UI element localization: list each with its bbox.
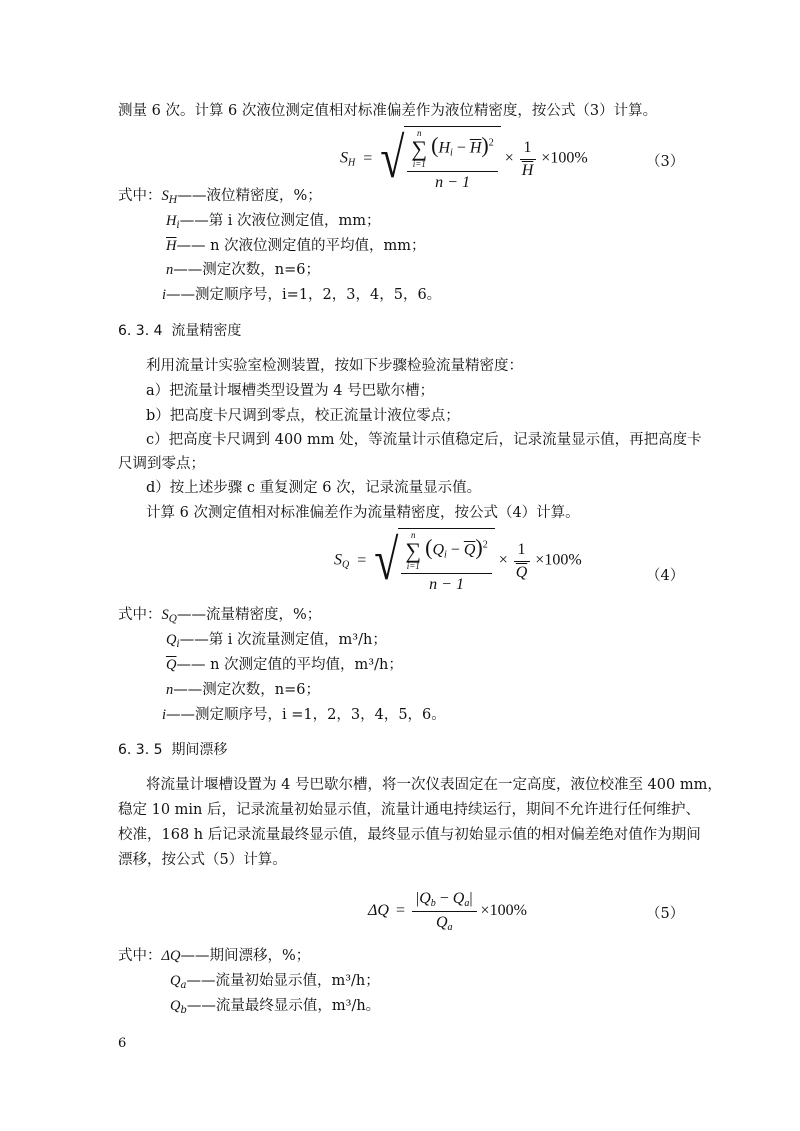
where-3-item-4: i——测定顺序号，i=1，2，3，4，5，6。 (162, 287, 442, 303)
step-c-line-2: 尺调到零点； (118, 456, 205, 472)
step-c-line-1: c）把高度卡尺调到 400 mm 处，等流量计示值稳定后，记录流量显示值，再把高度卡 (146, 432, 702, 448)
paragraph-6-3-4-calc: 计算 6 次测定值相对标准偏差作为流量精密度，按公式（4）计算。 (146, 505, 580, 521)
step-b: b）把高度卡尺调到零点，校正流量计液位零点； (146, 408, 460, 424)
where-3-item-2: $\overline{H}——$ n 次液位测定值的平均值，mm； (166, 238, 426, 254)
page-number: 6 (118, 1036, 127, 1051)
paragraph-6-3-5-line-2: 稳定 10 min 后，记录流量初始显示值，流量计通电持续运行，期间不允许进行任何维护、 (118, 802, 701, 818)
formula-3-lhs: S (340, 149, 348, 167)
equation-number-3: （3） (646, 154, 685, 170)
section-heading-6-3-5: 6. 3. 5 期间漂移 (118, 742, 228, 758)
step-a: a）把流量计堰槽类型设置为 4 号巴歇尔槽； (146, 383, 435, 399)
formula-5: ΔQ = $\frac{|Q_b - Q_a|}{Q_a}$ ×100% (368, 890, 527, 933)
formula-3-sqrt: √ n ∑ i=1 $(H_i - \overline{H})^2$ n − 1 (380, 126, 500, 192)
where-3-item-3: n——测定次数，n=6； (166, 262, 320, 278)
formula-3-lhs-sub: H (348, 157, 356, 169)
where-5-item-1: $Q_a——$流量初始显示值，m³/h； (170, 973, 380, 991)
where-5-item-0: 式中：ΔQ——期间漂移，%； (118, 948, 311, 964)
where-5-item-2: $Q_b——$流量最终显示值，m³/h。 (170, 998, 381, 1016)
where-3-item-1: $H_i——$第 i 次液位测定值，mm； (166, 213, 381, 231)
paragraph-6-3-4-intro: 利用流量计实验室检测装置，按如下步骤检验流量精密度： (146, 358, 523, 374)
section-heading-6-3-4: 6. 3. 4 流量精密度 (118, 323, 242, 339)
paragraph-6-3-5-line-3: 校准，168 h 后记录流量最终显示值，最终显示值与初始显示值的相对偏差绝对值作为期间 (118, 827, 701, 843)
formula-4: $S_Q$ = √ n ∑ i=1 $(Q_i - \overline{Q})^2$ n − 1 × $\frac{1}{Q}$ ×100% (334, 528, 582, 593)
paragraph-6-3-5-line-4: 漂移，按公式（5）计算。 (118, 852, 287, 868)
where-4-item-4: i——测定顺序号，i =1，2，3，4，5，6。 (162, 707, 446, 723)
where-4-item-2: $\overline{Q}——$ n 次测定值的平均值，m³/h； (166, 657, 403, 673)
where-4-item-1: $Q_i——$第 i 次流量测定值，m³/h； (166, 632, 387, 650)
where-4-item-3: n——测定次数，n=6； (166, 682, 320, 698)
step-d: d）按上述步骤 c 重复测定 6 次，记录流量显示值。 (146, 480, 482, 496)
where-4-item-0: 式中：$S_Q——$流量精密度，%； (118, 607, 322, 625)
paragraph-6-3-5-line-1: 将流量计堰槽设置为 4 号巴歇尔槽，将一次仪表固定在一定高度，液位校准至 400 mm， (146, 777, 722, 793)
intro-paragraph: 测量 6 次。计算 6 次液位测定值相对标准偏差作为液位精密度，按公式（3）计算。 (118, 103, 658, 119)
formula-3: $S_H$ = √ n ∑ i=1 $(H_i - \overline{H})^2$ n − 1 × $\frac{1}{H}$ ×100% (340, 126, 588, 191)
equation-number-4: （4） (646, 568, 685, 584)
equation-number-5: （5） (646, 906, 685, 922)
where-3-item-0: 式中：$S_H——$液位精密度，%； (118, 188, 322, 206)
